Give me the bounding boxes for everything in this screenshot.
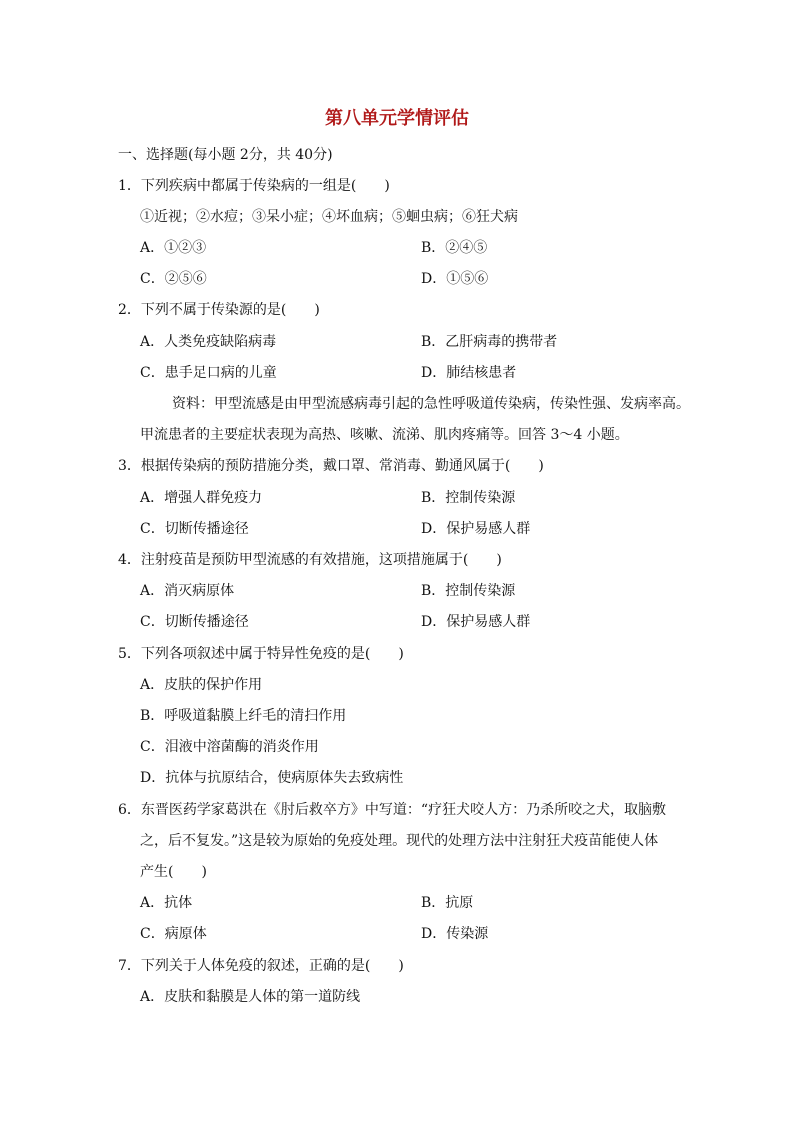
q3-option-b: B．控制传染源	[421, 490, 516, 506]
q4-option-c: C．切断传播途径	[140, 614, 249, 630]
question-3: 3．根据传染病的预防措施分类，戴口罩、常消毒、勤通风属于( )	[118, 458, 544, 474]
q1-option-d: D．①⑤⑥	[421, 271, 489, 287]
question-1-stem: ①近视；②水痘；③呆小症；④坏血病；⑤蛔虫病；⑥狂犬病	[140, 209, 518, 225]
q6-option-c: C．病原体	[140, 926, 207, 942]
q5-option-d: D．抗体与抗原结合，使病原体失去致病性	[140, 770, 404, 786]
q2-option-a: A．人类免疫缺陷病毒	[140, 334, 277, 350]
q3-option-c: C．切断传播途径	[140, 521, 249, 537]
q5-option-b: B．呼吸道黏膜上纤毛的清扫作用	[140, 708, 347, 724]
q1-option-c: C．②⑤⑥	[140, 271, 207, 287]
question-5: 5．下列各项叙述中属于特异性免疫的是( )	[118, 646, 404, 662]
question-6-line-2: 之，后不复发。”这是较为原始的免疫处理。现代的处理方法中注射狂犬疫苗能使人体	[140, 833, 659, 849]
q6-option-b: B．抗原	[421, 895, 474, 911]
question-6-line-3: 产生( )	[140, 864, 207, 880]
q2-option-d: D．肺结核患者	[421, 365, 517, 381]
q4-option-d: D．保护易感人群	[421, 614, 531, 630]
q6-option-a: A．抗体	[140, 895, 193, 911]
q5-option-a: A．皮肤的保护作用	[140, 677, 263, 693]
q4-option-b: B．控制传染源	[421, 583, 516, 599]
question-4: 4．注射疫苗是预防甲型流感的有效措施，这项措施属于( )	[118, 552, 502, 568]
question-1: 1．下列疾病中都属于传染病的一组是( )	[118, 178, 390, 194]
question-7: 7．下列关于人体免疫的叙述，正确的是( )	[118, 958, 404, 974]
q5-option-c: C．泪液中溶菌酶的消炎作用	[140, 739, 319, 755]
question-6-line-1: 6．东晋医药学家葛洪在《肘后救卒方》中写道：“疗狂犬咬人方：乃杀所咬之犬，取脑敷	[118, 802, 667, 818]
question-2: 2．下列不属于传染源的是( )	[118, 302, 320, 318]
q2-option-c: C．患手足口病的儿童	[140, 365, 277, 381]
info-paragraph-line-1: 资料：甲型流感是由甲型流感病毒引起的急性呼吸道传染病，传染性强、发病率高。	[172, 396, 690, 412]
q1-option-a: A．①②③	[140, 240, 207, 256]
q7-option-a: A．皮肤和黏膜是人体的第一道防线	[140, 989, 361, 1005]
page-title: 第八单元学情评估	[325, 108, 469, 129]
q6-option-d: D．传染源	[421, 926, 489, 942]
q2-option-b: B．乙肝病毒的携带者	[421, 334, 558, 350]
q3-option-a: A．增强人群免疫力	[140, 490, 263, 506]
section-heading: 一、选择题(每小题 2分，共 40分)	[118, 147, 333, 163]
q3-option-d: D．保护易感人群	[421, 521, 531, 537]
info-paragraph-line-2: 甲流患者的主要症状表现为高热、咳嗽、流涕、肌肉疼痛等。回答 3～4 小题。	[140, 427, 629, 443]
q4-option-a: A．消灭病原体	[140, 583, 235, 599]
q1-option-b: B．②④⑤	[421, 240, 488, 256]
